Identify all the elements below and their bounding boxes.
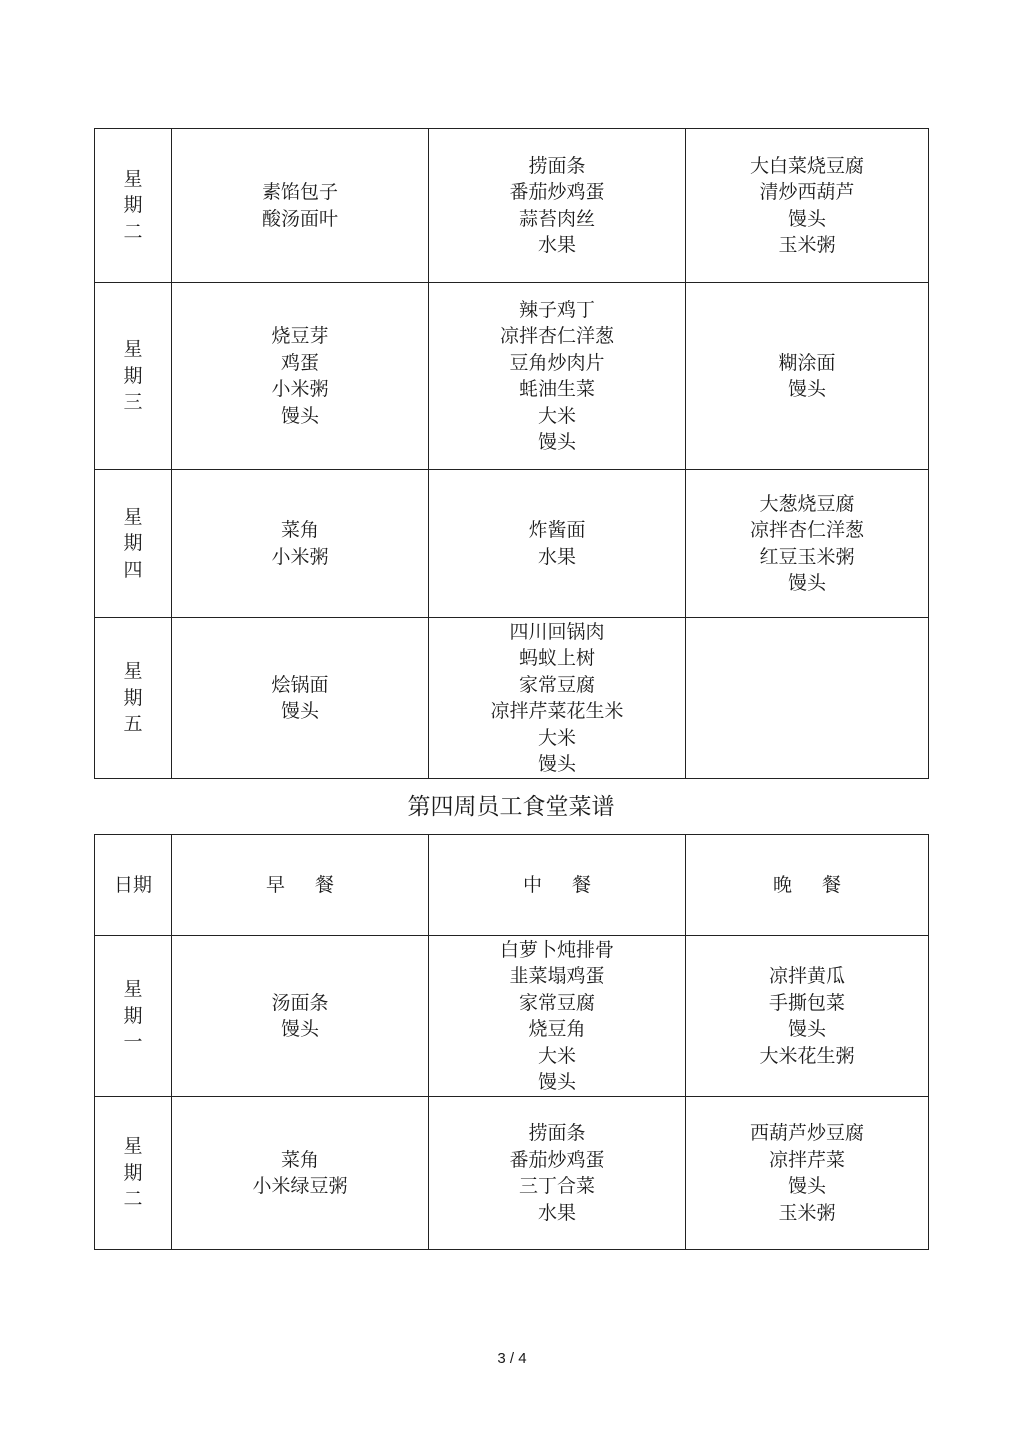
- day-cell: 星 期 三: [95, 283, 172, 470]
- day-cell: 星 期 五: [95, 618, 172, 779]
- table-row: [95, 618, 929, 779]
- lunch-cell: 捞面条 番茄炒鸡蛋 蒜苔肉丝 水果: [429, 129, 686, 283]
- page-title: 第四周员工食堂菜谱: [407, 794, 615, 820]
- table-row: [95, 129, 929, 283]
- table-row: [95, 1097, 929, 1250]
- day-cell: 星 期 四: [95, 470, 172, 618]
- breakfast-cell: 烩锅面 馒头: [172, 618, 429, 779]
- lunch-cell: 炸酱面 水果: [429, 470, 686, 618]
- day-cell: 星 期 一: [95, 936, 172, 1097]
- dinner-cell: [686, 618, 929, 779]
- lunch-cell: 四川回锅肉 蚂蚁上树 家常豆腐 凉拌芹菜花生米 大米 馒头: [429, 618, 686, 779]
- dinner-cell: 大葱烧豆腐 凉拌杏仁洋葱 红豆玉米粥 馒头: [686, 470, 929, 618]
- header-lunch: 中 餐: [429, 835, 686, 936]
- lunch-cell: 辣子鸡丁 凉拌杏仁洋葱 豆角炒肉片 蚝油生菜 大米 馒头: [429, 283, 686, 470]
- dinner-cell: 凉拌黄瓜 手撕包菜 馒头 大米花生粥: [686, 936, 929, 1097]
- page-number: 3 / 4: [497, 1350, 527, 1367]
- lunch-cell: 捞面条 番茄炒鸡蛋 三丁合菜 水果: [429, 1097, 686, 1250]
- breakfast-cell: 汤面条 馒头: [172, 936, 429, 1097]
- breakfast-cell: 菜角 小米绿豆粥: [172, 1097, 429, 1250]
- header-date: 日期: [95, 835, 172, 936]
- breakfast-cell: 素馅包子 酸汤面叶: [172, 129, 429, 283]
- dinner-cell: 西葫芦炒豆腐 凉拌芹菜 馒头 玉米粥: [686, 1097, 929, 1250]
- menu-table-week-4: [94, 834, 929, 1250]
- dinner-cell: 糊涂面 馒头: [686, 283, 929, 470]
- breakfast-cell: 菜角 小米粥: [172, 470, 429, 618]
- table-row: [95, 936, 929, 1097]
- breakfast-cell: 烧豆芽 鸡蛋 小米粥 馒头: [172, 283, 429, 470]
- table-row: [95, 283, 929, 470]
- header-breakfast: 早 餐: [172, 835, 429, 936]
- menu-table-continued: [94, 128, 929, 779]
- table-row: [95, 470, 929, 618]
- dinner-cell: 大白菜烧豆腐 清炒西葫芦 馒头 玉米粥: [686, 129, 929, 283]
- day-cell: 星 期 二: [95, 129, 172, 283]
- header-dinner: 晚 餐: [686, 835, 929, 936]
- table-header-row: [95, 835, 929, 936]
- day-cell: 星 期 二: [95, 1097, 172, 1250]
- lunch-cell: 白萝卜炖排骨 韭菜塌鸡蛋 家常豆腐 烧豆角 大米 馒头: [429, 936, 686, 1097]
